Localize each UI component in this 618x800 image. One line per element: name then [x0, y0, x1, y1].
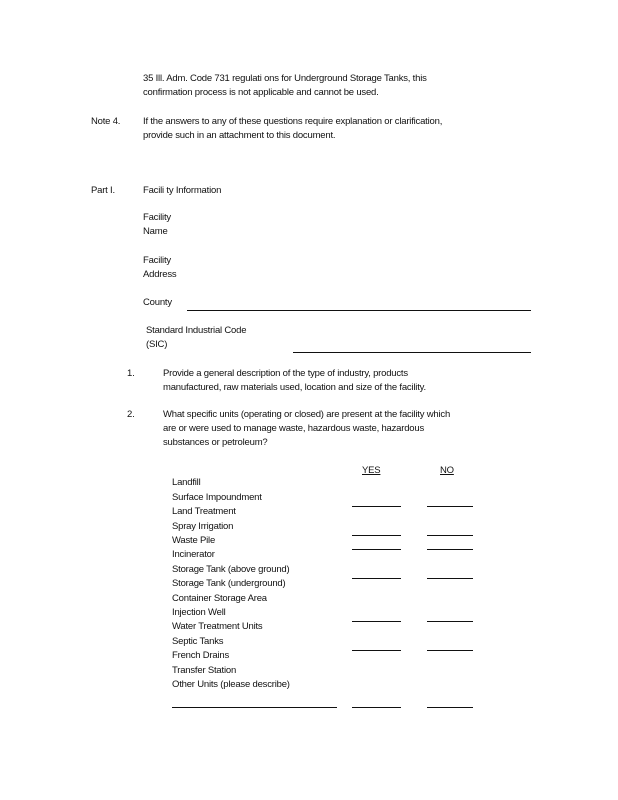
- yes-answer-line[interactable]: [352, 535, 401, 536]
- unit-item-incinerator: Incinerator: [172, 549, 215, 560]
- facility-address-label-2: Address: [143, 269, 177, 280]
- part-1-label: Part I.: [91, 185, 115, 196]
- question-1-number: 1.: [127, 368, 135, 379]
- question-2-line-2: are or were used to manage waste, hazardous waste, hazardous: [163, 423, 425, 434]
- unit-item-transfer-station: Transfer Station: [172, 665, 237, 676]
- intro-line-1: 35 Ill. Adm. Code 731 regulati ons for Underground Storage Tanks, this: [143, 73, 427, 84]
- unit-item-waste-pile: Waste Pile: [172, 535, 216, 546]
- yes-answer-line[interactable]: [352, 506, 401, 507]
- unit-item-container-storage: Container Storage Area: [172, 593, 267, 604]
- yes-answer-line[interactable]: [352, 707, 401, 708]
- note-4-line-1: If the answers to any of these questions require explanation or clarification,: [143, 116, 443, 127]
- no-answer-line[interactable]: [427, 650, 473, 651]
- yes-answer-line[interactable]: [352, 650, 401, 651]
- unit-item-other-units: Other Units (please describe): [172, 679, 290, 690]
- facility-name-label-1: Facility: [143, 212, 171, 223]
- other-units-describe-line[interactable]: [172, 707, 337, 708]
- county-input-line[interactable]: [187, 310, 531, 311]
- unit-item-storage-tank-above: Storage Tank (above ground): [172, 564, 290, 575]
- county-label: County: [143, 297, 172, 308]
- yes-column-header: YES: [362, 465, 381, 476]
- sic-label-1: Standard Industrial Code: [146, 325, 247, 336]
- no-answer-line[interactable]: [427, 707, 473, 708]
- unit-item-french-drains: French Drains: [172, 650, 230, 661]
- no-answer-line[interactable]: [427, 535, 473, 536]
- question-2-line-1: What specific units (operating or closed) are present at the facility which: [163, 409, 451, 420]
- unit-item-land-treatment: Land Treatment: [172, 506, 236, 517]
- question-2-number: 2.: [127, 409, 135, 420]
- yes-answer-line[interactable]: [352, 621, 401, 622]
- no-column-header: NO: [440, 465, 454, 476]
- sic-input-line[interactable]: [293, 352, 531, 353]
- facility-address-label-1: Facility: [143, 255, 171, 266]
- yes-answer-line[interactable]: [352, 549, 401, 550]
- intro-line-2: confirmation process is not applicable and cannot be used.: [143, 87, 379, 98]
- question-1-line-2: manufactured, raw materials used, location and size of the facility.: [163, 382, 426, 393]
- unit-item-injection-well: Injection Well: [172, 607, 226, 618]
- yes-answer-line[interactable]: [352, 578, 401, 579]
- unit-item-surface-impoundment: Surface Impoundment: [172, 492, 262, 503]
- question-2-line-3: substances or petroleum?: [163, 437, 268, 448]
- no-answer-line[interactable]: [427, 621, 473, 622]
- unit-item-storage-tank-underground: Storage Tank (underground): [172, 578, 286, 589]
- unit-item-spray-irrigation: Spray Irrigation: [172, 521, 234, 532]
- note-4-label: Note 4.: [91, 116, 121, 127]
- no-answer-line[interactable]: [427, 578, 473, 579]
- facility-name-label-2: Name: [143, 226, 168, 237]
- sic-label-2: (SIC): [146, 339, 168, 350]
- question-1-line-1: Provide a general description of the type of industry, products: [163, 368, 408, 379]
- part-1-title: Facili ty Information: [143, 185, 222, 196]
- unit-item-septic-tanks: Septic Tanks: [172, 636, 224, 647]
- no-answer-line[interactable]: [427, 549, 473, 550]
- unit-item-landfill: Landfill: [172, 477, 201, 488]
- unit-item-water-treatment: Water Treatment Units: [172, 621, 263, 632]
- no-answer-line[interactable]: [427, 506, 473, 507]
- note-4-line-2: provide such in an attachment to this document.: [143, 130, 336, 141]
